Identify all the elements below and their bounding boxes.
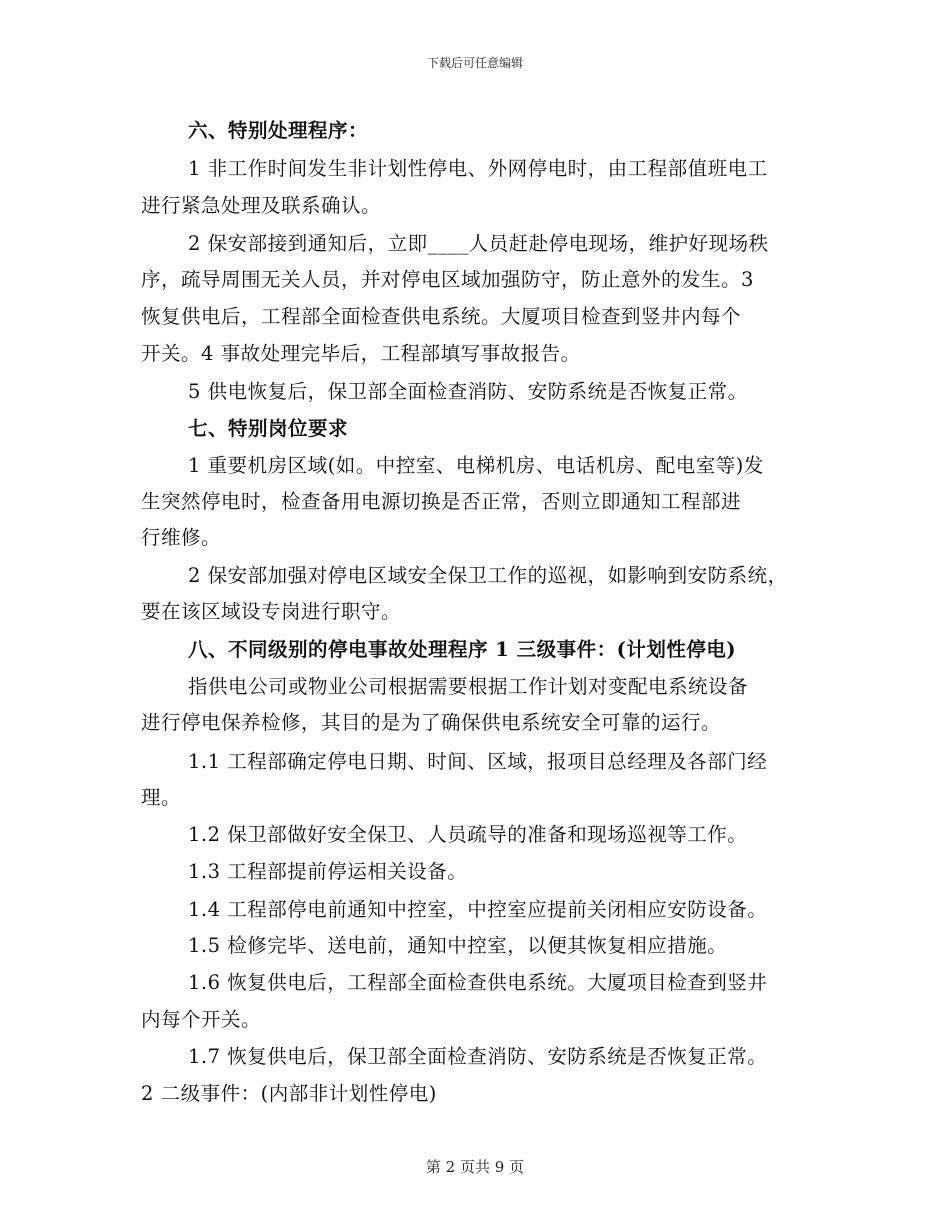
paragraph-line: 2 二级事件：(内部非计划性停电) <box>141 1082 437 1105</box>
paragraph-line: 1.3 工程部提前停运相关设备。 <box>188 860 468 883</box>
paragraph-line: 1 非工作时间发生非计划性停电、外网停电时，由工程部值班电工 <box>188 157 768 180</box>
section-heading-8: 八、不同级别的停电事故处理程序 1 三级事件：(计划性停电) <box>188 638 737 661</box>
paragraph-line: 2 保安部接到通知后，立即____人员赶赴停电现场，维护好现场秩 <box>188 232 769 255</box>
paragraph-line: 1.2 保卫部做好安全保卫、人员疏导的准备和现场巡视等工作。 <box>188 823 748 846</box>
paragraph-line: 开关。4 事故处理完毕后，工程部填写事故报告。 <box>141 342 581 365</box>
paragraph-line: 理。 <box>141 786 182 809</box>
paragraph-line: 序，疏导周围无关人员，并对停电区域加强防守，防止意外的发生。3 <box>141 268 754 291</box>
paragraph-line: 进行停电保养检修，其目的是为了确保供电系统安全可靠的运行。 <box>141 711 722 734</box>
paragraph-line: 生突然停电时，检查备用电源切换是否正常，否则立即通知工程部进 <box>141 490 742 513</box>
paragraph-line: 指供电公司或物业公司根据需要根据工作计划对变配电系统设备 <box>188 675 749 698</box>
paragraph-line: 5 供电恢复后，保卫部全面检查消防、安防系统是否恢复正常。 <box>188 380 748 403</box>
paragraph-line: 恢复供电后，工程部全面检查供电系统。大厦项目检查到竖井内每个 <box>141 305 742 328</box>
paragraph-line: 1 重要机房区域(如。中控室、电梯机房、电话机房、配电室等)发 <box>188 454 764 477</box>
paragraph-line: 1.1 工程部确定停电日期、时间、区域，报项目总经理及各部门经 <box>188 750 768 773</box>
page-header: 下载后可任意编辑 <box>426 56 523 70</box>
section-heading-7: 七、特别岗位要求 <box>188 417 349 440</box>
paragraph-line: 进行紧急处理及联系确认。 <box>141 194 382 217</box>
paragraph-line: 要在该区域设专岗进行职守。 <box>141 600 402 623</box>
paragraph-line: 1.6 恢复供电后，工程部全面检查供电系统。大厦项目检查到竖井 <box>188 971 768 994</box>
paragraph-line: 1.5 检修完毕、送电前，通知中控室，以便其恢复相应措施。 <box>188 934 728 957</box>
paragraph-line: 1.4 工程部停电前通知中控室，中控室应提前关闭相应安防设备。 <box>188 898 768 921</box>
paragraph-line: 1.7 恢复供电后，保卫部全面检查消防、安防系统是否恢复正常。 <box>188 1045 768 1068</box>
section-heading-6: 六、特别处理程序： <box>188 119 369 142</box>
paragraph-line: 行维修。 <box>141 526 222 549</box>
paragraph-line: 内每个开关。 <box>141 1008 262 1031</box>
paragraph-line: 2 保安部加强对停电区域安全保卫工作的巡视，如影响到安防系统， <box>188 564 788 587</box>
page-footer: 第 2 页共 9 页 <box>425 1158 525 1176</box>
